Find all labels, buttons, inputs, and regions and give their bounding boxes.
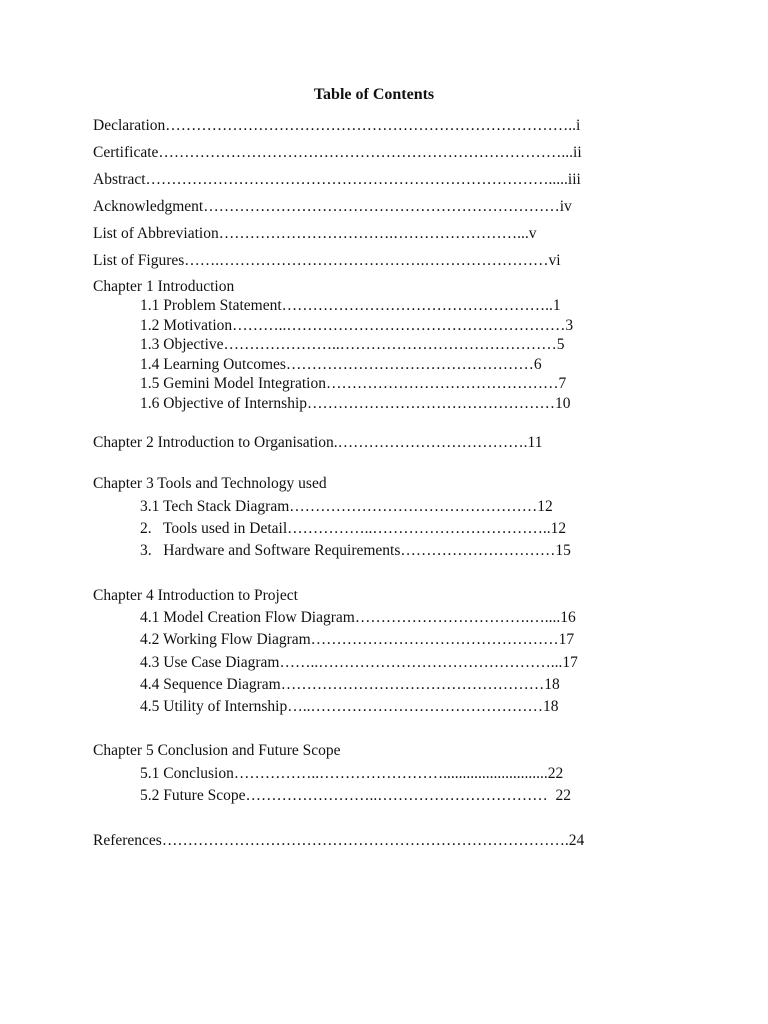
toc-entry-list-of-figures: List of Figures…….………………………………….……………………vi bbox=[93, 252, 561, 269]
toc-subentry: 5.1 Conclusion……………..……………………...........................22 bbox=[140, 765, 564, 782]
toc-subentry: 2. Tools used in Detail……………..……………………………..12 bbox=[140, 520, 567, 537]
toc-entry-list-of-abbreviation: List of Abbreviation…………………………….……………………...v bbox=[93, 225, 537, 242]
toc-subentry: 1.2 Motivation………..………………………………………………3 bbox=[140, 317, 574, 334]
chapter-heading: Chapter 1 Introduction bbox=[93, 278, 235, 295]
page-title: Table of Contents bbox=[313, 86, 435, 103]
chapter-heading: Chapter 4 Introduction to Project bbox=[93, 587, 298, 604]
toc-subentry: 1.5 Gemini Model Integration………………………………………7 bbox=[140, 375, 567, 392]
toc-subentry: 4.4 Sequence Diagram……………………………………………18 bbox=[140, 676, 560, 693]
toc-subentry: 1.6 Objective of Internship…………………………………………10 bbox=[140, 395, 571, 412]
toc-subentry: 4.1 Model Creation Flow Diagram…………………………….…....16 bbox=[140, 609, 576, 626]
toc-subentry: 4.5 Utility of Internship…..………………………………………18 bbox=[140, 698, 559, 715]
toc-subentry: 4.3 Use Case Diagram……..………………………………………...17 bbox=[140, 654, 578, 671]
toc-subentry: 5.2 Future Scope……………………..…………………………… 22 bbox=[140, 787, 571, 804]
toc-subentry: 3. Hardware and Software Requirements…………………………15 bbox=[140, 542, 571, 559]
chapter-heading: Chapter 3 Tools and Technology used bbox=[93, 475, 327, 492]
toc-subentry: 1.3 Objective…………………..……………………………………5 bbox=[140, 336, 565, 353]
toc-entry-references: References…………………………………………………………………….24 bbox=[93, 832, 585, 849]
toc-entry-declaration: Declaration……………………………………………………………………..i bbox=[93, 117, 581, 134]
toc-entry-certificate: Certificate……………………………………………………………………...ii bbox=[93, 144, 582, 161]
toc-entry-acknowledgment: Acknowledgment……………………………………………………………iv bbox=[93, 198, 572, 215]
toc-subentry: 4.2 Working Flow Diagram…………………………………………17 bbox=[140, 631, 575, 648]
toc-subentry: 1.4 Learning Outcomes…………………………………………6 bbox=[140, 356, 542, 373]
toc-entry-abstract: Abstract…………………………………………………………………….....iii bbox=[93, 171, 581, 188]
toc-subentry: 1.1 Problem Statement……………………………………………..1 bbox=[140, 297, 561, 314]
chapter-heading: Chapter 5 Conclusion and Future Scope bbox=[93, 742, 341, 759]
toc-subentry: 3.1 Tech Stack Diagram…………………………………………12 bbox=[140, 498, 553, 515]
chapter-heading: Chapter 2 Introduction to Organisation.……………………………….11 bbox=[93, 434, 543, 451]
